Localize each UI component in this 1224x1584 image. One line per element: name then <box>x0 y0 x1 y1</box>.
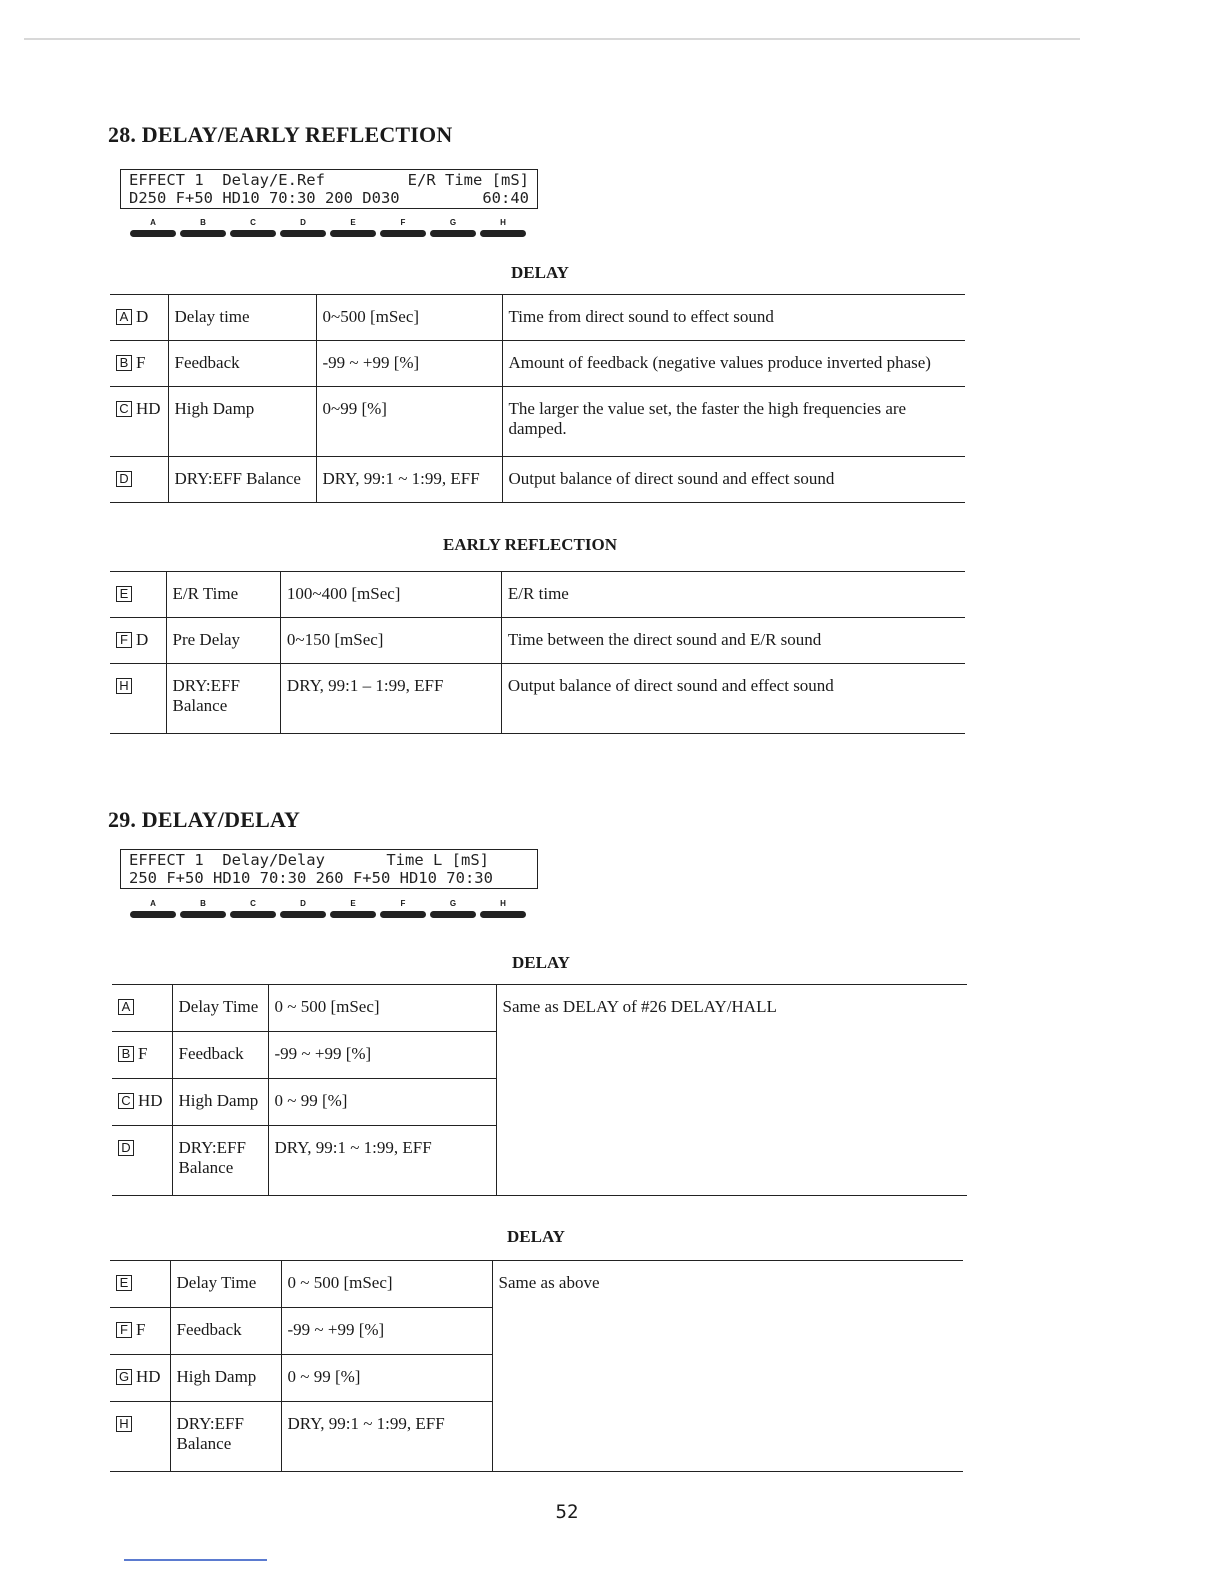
knob-g <box>430 899 476 921</box>
knob-key-cell <box>110 457 168 503</box>
knob-key: B <box>118 1046 134 1062</box>
param-desc: The larger the value set, the faster the high frequencies are damped. <box>502 387 965 457</box>
param-abbr: F <box>138 1044 148 1063</box>
knob-bar <box>230 911 276 918</box>
knob-label: G <box>449 218 457 227</box>
knob-e <box>330 218 376 240</box>
knob-a <box>130 899 176 921</box>
knob-row-28 <box>130 218 530 240</box>
knob-bar <box>380 230 426 237</box>
param-name: High Damp <box>168 387 316 457</box>
table-row <box>110 457 965 503</box>
table-row <box>110 387 965 457</box>
table-row <box>110 572 965 618</box>
table-row <box>112 985 967 1032</box>
knob-key: A <box>118 999 134 1015</box>
param-name: DRY:EFF Balance <box>166 664 280 734</box>
lcd-line2-left: 250 F+50 HD10 70:30 260 F+50 HD10 70:30 <box>129 869 493 887</box>
knob-bar <box>480 230 526 237</box>
param-range: DRY, 99:1 – 1:99, EFF <box>280 664 501 734</box>
param-abbr: F <box>136 353 146 372</box>
knob-bar <box>380 911 426 918</box>
knob-key-cell <box>112 1032 172 1079</box>
knob-key-cell <box>110 1261 170 1308</box>
lcd-line1-right: Time L [mS] <box>386 851 489 869</box>
knob-bar <box>130 911 176 918</box>
param-name: DRY:EFF Balance <box>172 1126 268 1196</box>
knob-key-cell <box>110 664 166 734</box>
table-row <box>110 1261 963 1308</box>
param-name: Feedback <box>170 1308 281 1355</box>
knob-bar <box>430 230 476 237</box>
param-abbr: D <box>136 307 149 326</box>
param-name: Delay Time <box>172 985 268 1032</box>
knob-key-cell <box>110 387 168 457</box>
knob-key-cell <box>112 985 172 1032</box>
knob-key-cell <box>110 1402 170 1472</box>
param-range: 0~500 [mSec] <box>316 295 502 341</box>
lcd-display-28 <box>120 169 538 209</box>
knob-label: C <box>250 899 256 908</box>
param-desc: Time from direct sound to effect sound <box>502 295 965 341</box>
table-row <box>110 295 965 341</box>
param-desc: Same as DELAY of #26 DELAY/HALL <box>496 985 967 1196</box>
knob-label: H <box>500 218 506 227</box>
delay-r-param-table <box>110 1260 963 1472</box>
knob-key-cell <box>110 295 168 341</box>
knob-key: E <box>116 586 132 602</box>
param-desc: Time between the direct sound and E/R sound <box>501 618 965 664</box>
knob-label: A <box>150 218 156 227</box>
param-range: 0~99 [%] <box>316 387 502 457</box>
knob-bar <box>180 230 226 237</box>
param-desc: Same as above <box>492 1261 963 1472</box>
knob-h <box>480 899 526 921</box>
knob-label: B <box>200 218 206 227</box>
table-caption-delay: DELAY <box>511 263 569 282</box>
knob-e <box>330 899 376 921</box>
table-row <box>110 341 965 387</box>
param-name: DRY:EFF Balance <box>170 1402 281 1472</box>
param-range: 0~150 [mSec] <box>280 618 501 664</box>
knob-f <box>380 899 426 921</box>
lcd-line1-left: EFFECT 1 Delay/E.Ref <box>129 171 325 189</box>
param-range: -99 ~ +99 [%] <box>268 1032 496 1079</box>
knob-label: H <box>500 899 506 908</box>
delay-l-param-table <box>112 984 967 1196</box>
param-abbr: HD <box>138 1091 163 1110</box>
param-desc: Output balance of direct sound and effect sound <box>502 457 965 503</box>
knob-bar <box>330 911 376 918</box>
knob-key: B <box>116 355 132 371</box>
param-range: 0 ~ 99 [%] <box>281 1355 492 1402</box>
top-rule <box>24 38 1080 40</box>
knob-a <box>130 218 176 240</box>
param-name: Pre Delay <box>166 618 280 664</box>
lcd-line2-right: 60:40 <box>482 189 529 207</box>
knob-label: C <box>250 218 256 227</box>
param-name: Delay Time <box>170 1261 281 1308</box>
knob-key-cell <box>110 572 166 618</box>
section-title-28: 28. DELAY/EARLY REFLECTION <box>108 122 453 147</box>
knob-b <box>180 899 226 921</box>
knob-key-cell <box>112 1126 172 1196</box>
knob-key: F <box>116 632 132 648</box>
knob-key: G <box>116 1369 132 1385</box>
knob-key: C <box>116 401 132 417</box>
knob-key: H <box>116 1416 132 1432</box>
param-range: DRY, 99:1 ~ 1:99, EFF <box>268 1126 496 1196</box>
param-name: Delay time <box>168 295 316 341</box>
bottom-link-underline <box>124 1559 267 1561</box>
param-range: 0 ~ 500 [mSec] <box>281 1261 492 1308</box>
param-range: DRY, 99:1 ~ 1:99, EFF <box>316 457 502 503</box>
knob-key: A <box>116 309 132 325</box>
knob-key-cell <box>110 618 166 664</box>
param-desc: Amount of feedback (negative values produce inverted phase) <box>502 341 965 387</box>
knob-label: E <box>350 899 356 908</box>
knob-bar <box>180 911 226 918</box>
knob-bar <box>130 230 176 237</box>
knob-bar <box>480 911 526 918</box>
knob-key-cell <box>110 1355 170 1402</box>
knob-label: D <box>300 899 306 908</box>
param-range: 100~400 [mSec] <box>280 572 501 618</box>
knob-b <box>180 218 226 240</box>
param-abbr: HD <box>136 399 161 418</box>
lcd-display-29 <box>120 849 538 889</box>
knob-label: B <box>200 899 206 908</box>
knob-bar <box>330 230 376 237</box>
table-caption-early-reflection: EARLY REFLECTION <box>443 535 617 554</box>
knob-bar <box>280 911 326 918</box>
table-row <box>110 664 965 734</box>
knob-g <box>430 218 476 240</box>
knob-label: E <box>350 218 356 227</box>
param-abbr: D <box>136 630 149 649</box>
knob-c <box>230 899 276 921</box>
knob-d <box>280 218 326 240</box>
knob-label: F <box>400 218 406 227</box>
knob-h <box>480 218 526 240</box>
param-name: Feedback <box>172 1032 268 1079</box>
table-row <box>110 618 965 664</box>
page-number: 52 <box>555 1501 579 1523</box>
knob-key: E <box>116 1275 132 1291</box>
param-desc: E/R time <box>501 572 965 618</box>
knob-c <box>230 218 276 240</box>
knob-label: F <box>400 899 406 908</box>
knob-key: F <box>116 1322 132 1338</box>
param-range: 0 ~ 99 [%] <box>268 1079 496 1126</box>
early-reflection-param-table <box>110 571 965 734</box>
knob-key-cell <box>112 1079 172 1126</box>
param-range: DRY, 99:1 ~ 1:99, EFF <box>281 1402 492 1472</box>
knob-label: G <box>449 899 457 908</box>
param-name: High Damp <box>170 1355 281 1402</box>
knob-key-cell <box>110 1308 170 1355</box>
knob-row-29 <box>130 899 530 921</box>
table-caption-delay-l: DELAY <box>512 953 570 972</box>
knob-d <box>280 899 326 921</box>
knob-f <box>380 218 426 240</box>
param-name: High Damp <box>172 1079 268 1126</box>
table-caption-delay-r: DELAY <box>507 1227 565 1246</box>
param-name: Feedback <box>168 341 316 387</box>
knob-key: D <box>116 471 132 487</box>
knob-bar <box>230 230 276 237</box>
param-range: -99 ~ +99 [%] <box>316 341 502 387</box>
lcd-line2-left: D250 F+50 HD10 70:30 200 D030 <box>129 189 400 207</box>
param-abbr: F <box>136 1320 146 1339</box>
knob-bar <box>430 911 476 918</box>
delay-param-table <box>110 294 965 503</box>
param-range: 0 ~ 500 [mSec] <box>268 985 496 1032</box>
param-name: E/R Time <box>166 572 280 618</box>
lcd-line1-left: EFFECT 1 Delay/Delay <box>129 851 325 869</box>
knob-bar <box>280 230 326 237</box>
section-title-29: 29. DELAY/DELAY <box>108 807 301 832</box>
param-desc: Output balance of direct sound and effect sound <box>501 664 965 734</box>
knob-key: D <box>118 1140 134 1156</box>
knob-label: D <box>300 218 306 227</box>
knob-label: A <box>150 899 156 908</box>
param-name: DRY:EFF Balance <box>168 457 316 503</box>
param-range: -99 ~ +99 [%] <box>281 1308 492 1355</box>
lcd-line1-right: E/R Time [mS] <box>407 171 529 189</box>
knob-key: H <box>116 678 132 694</box>
knob-key-cell <box>110 341 168 387</box>
param-abbr: HD <box>136 1367 161 1386</box>
knob-key: C <box>118 1093 134 1109</box>
